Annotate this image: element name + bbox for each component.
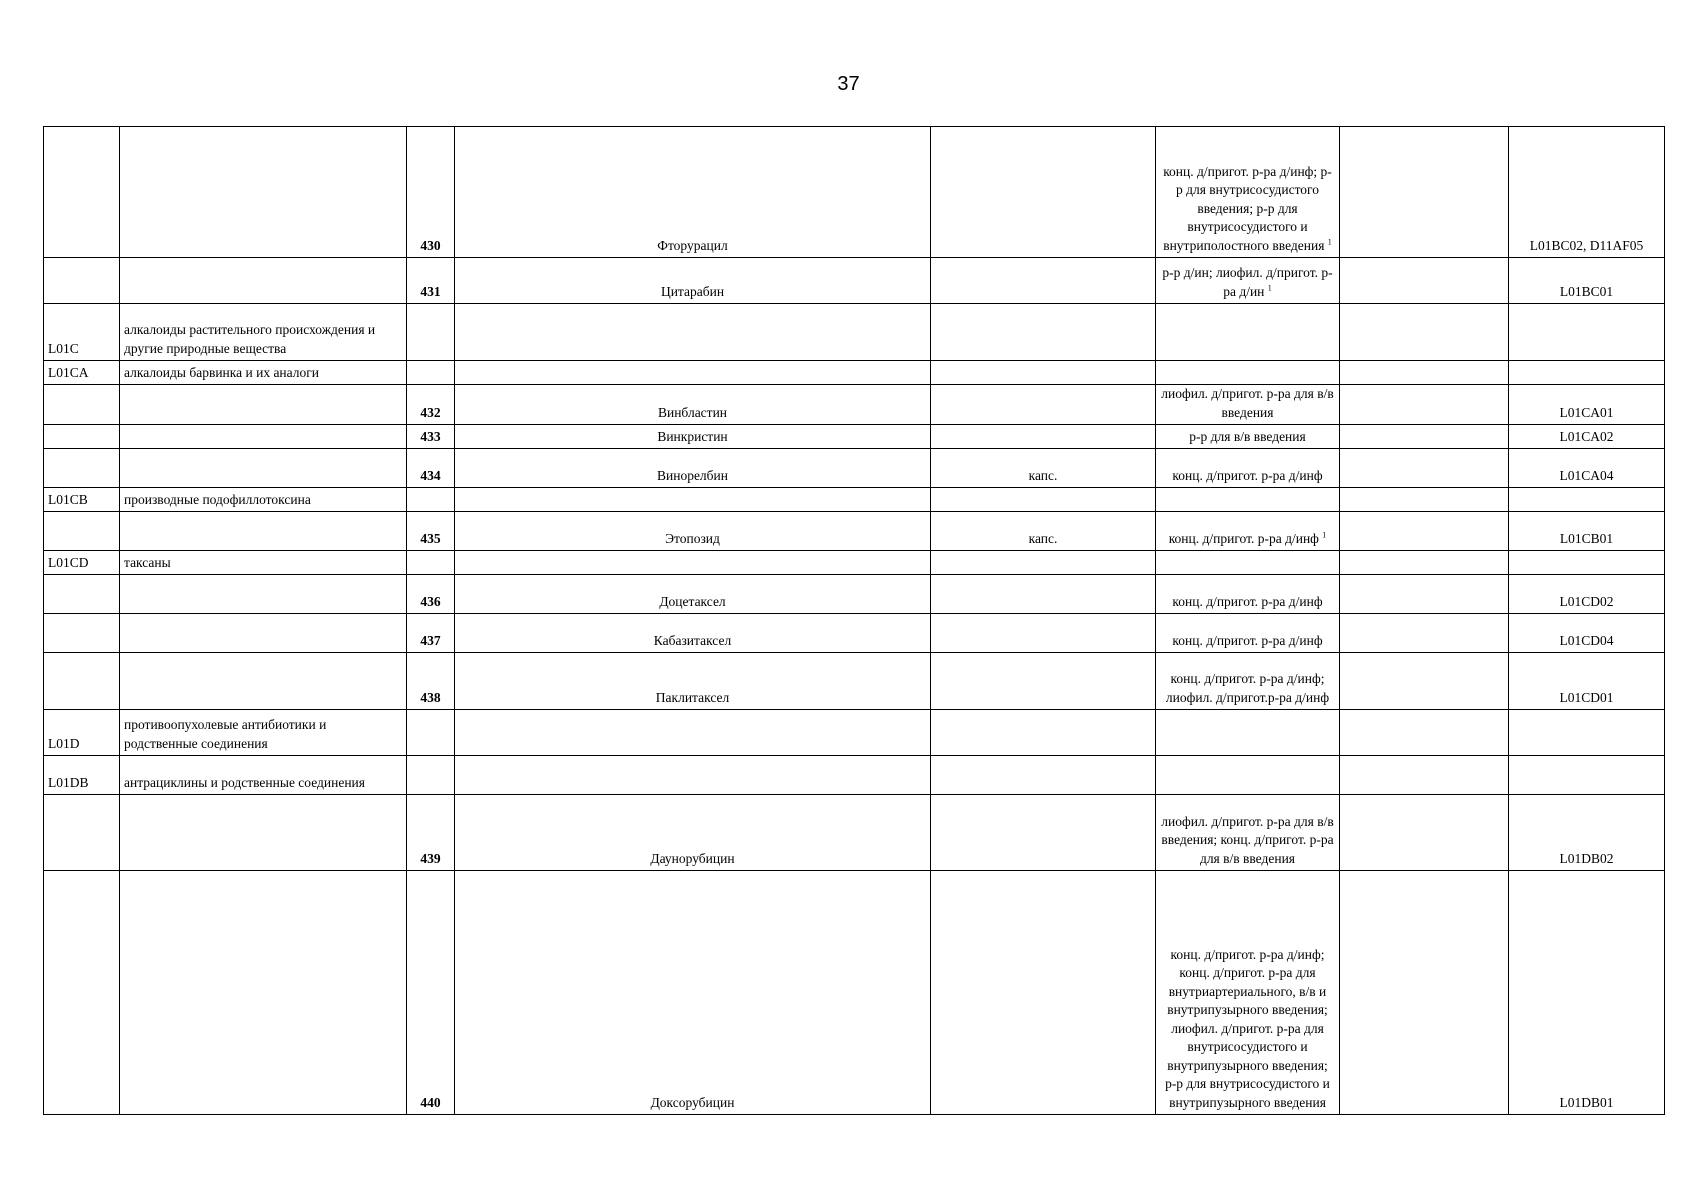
drug-number-text: 432 xyxy=(420,404,441,420)
table-row xyxy=(44,575,1665,614)
atc-code xyxy=(1509,614,1665,653)
drug-number xyxy=(407,425,455,449)
atc-group-code xyxy=(44,488,120,512)
atc-group-name xyxy=(120,488,407,512)
dosage-form-text: конц. д/пригот. р-ра д/инф; р-р для внутрисосудистого введения; р-р для внутрисосудистого и внутриполостного введения xyxy=(1163,163,1332,253)
dosage-form-oral xyxy=(931,488,1156,512)
drug-number xyxy=(407,127,455,258)
drug-name xyxy=(455,551,931,575)
drug-number-text: 439 xyxy=(420,850,441,866)
drug-number-text: 438 xyxy=(420,689,441,705)
atc-group-code xyxy=(44,756,120,795)
dosage-form-oral xyxy=(931,258,1156,304)
table-row xyxy=(44,258,1665,304)
dosage-form-oral xyxy=(931,127,1156,258)
dosage-form-text: лиофил. д/пригот. р-ра для в/в введения; конц. д/пригот. р-ра для в/в введения xyxy=(1161,813,1334,866)
drug-number xyxy=(407,304,455,361)
empty-cell xyxy=(1340,710,1509,756)
atc-code xyxy=(1509,871,1665,1115)
dosage-form xyxy=(1156,871,1340,1115)
drug-name-text: Этопозид xyxy=(665,530,720,546)
empty-cell xyxy=(1340,425,1509,449)
atc-group-code-text: L01DB xyxy=(48,774,89,790)
drug-name-text: Винбластин xyxy=(657,404,728,420)
drug-name xyxy=(455,653,931,710)
atc-code xyxy=(1509,449,1665,488)
dosage-form-oral-text: капс. xyxy=(1028,467,1058,483)
dosage-form-oral xyxy=(931,512,1156,551)
table-row xyxy=(44,653,1665,710)
dosage-form xyxy=(1156,756,1340,795)
atc-group-name xyxy=(120,304,407,361)
drug-name-text: Даунорубицин xyxy=(650,850,735,866)
dosage-form-oral xyxy=(931,551,1156,575)
dosage-form-oral xyxy=(931,361,1156,385)
drug-name-text: Винкристин xyxy=(657,428,728,444)
atc-group-code xyxy=(44,425,120,449)
dosage-form xyxy=(1156,575,1340,614)
drug-number xyxy=(407,361,455,385)
atc-code xyxy=(1509,488,1665,512)
dosage-form-oral xyxy=(931,653,1156,710)
dosage-form-oral-text: капс. xyxy=(1028,530,1058,546)
drug-name xyxy=(455,614,931,653)
table-row xyxy=(44,127,1665,258)
table-row xyxy=(44,614,1665,653)
empty-cell xyxy=(1340,127,1509,258)
atc-group-name-text: таксаны xyxy=(124,554,171,570)
drug-name xyxy=(455,795,931,871)
atc-code-text: L01CA01 xyxy=(1559,404,1614,420)
dosage-form xyxy=(1156,127,1340,258)
atc-group-code xyxy=(44,512,120,551)
drug-name xyxy=(455,304,931,361)
empty-cell xyxy=(1340,653,1509,710)
drug-name xyxy=(455,756,931,795)
atc-group-code xyxy=(44,871,120,1115)
drug-number xyxy=(407,512,455,551)
dosage-form xyxy=(1156,488,1340,512)
atc-code xyxy=(1509,385,1665,425)
atc-code xyxy=(1509,575,1665,614)
dosage-form xyxy=(1156,551,1340,575)
table-row xyxy=(44,361,1665,385)
atc-code xyxy=(1509,653,1665,710)
drug-name-text: Цитарабин xyxy=(660,283,725,299)
atc-group-code-text: L01CA xyxy=(48,364,89,380)
atc-group-name xyxy=(120,653,407,710)
atc-group-code xyxy=(44,304,120,361)
drug-name xyxy=(455,361,931,385)
atc-group-code xyxy=(44,361,120,385)
atc-code xyxy=(1509,551,1665,575)
empty-cell xyxy=(1340,512,1509,551)
dosage-form-text: конц. д/пригот. р-ра д/инф; конц. д/пригот. р-ра для внутриартериального, в/в и внутрипузырного введения; лиофил. д/пригот. р-ра для внутрисосудистого и внутрипузырного введения; р-р для внутрисосудистого и внутрипузырного введения xyxy=(1165,946,1330,1110)
atc-group-code xyxy=(44,385,120,425)
atc-group-name xyxy=(120,756,407,795)
table-row xyxy=(44,551,1665,575)
drug-number-text: 430 xyxy=(420,237,441,253)
dosage-form xyxy=(1156,361,1340,385)
atc-code-text: L01CD04 xyxy=(1559,632,1614,648)
drug-number-text: 434 xyxy=(420,467,441,483)
atc-group-code xyxy=(44,258,120,304)
atc-group-name-text: алкалоиды растительного происхождения и другие природные вещества xyxy=(124,322,376,356)
atc-group-code xyxy=(44,127,120,258)
dosage-form-oral xyxy=(931,614,1156,653)
atc-group-name xyxy=(120,258,407,304)
empty-cell xyxy=(1340,385,1509,425)
atc-code xyxy=(1509,710,1665,756)
atc-group-name xyxy=(120,795,407,871)
dosage-form-text: конц. д/пригот. р-ра д/инф xyxy=(1168,530,1319,546)
drug-number xyxy=(407,795,455,871)
page-number: 37 xyxy=(837,73,860,95)
table-row xyxy=(44,871,1665,1115)
drug-name-text: Доксорубицин xyxy=(650,1094,735,1110)
atc-code-text: L01CD01 xyxy=(1559,689,1614,705)
atc-group-name xyxy=(120,614,407,653)
drug-name xyxy=(455,425,931,449)
drug-number-text: 431 xyxy=(420,283,441,299)
table-row xyxy=(44,449,1665,488)
dosage-form-oral xyxy=(931,756,1156,795)
atc-code-text: L01CB01 xyxy=(1559,530,1614,546)
drug-name xyxy=(455,488,931,512)
atc-code xyxy=(1509,512,1665,551)
table-row xyxy=(44,488,1665,512)
empty-cell xyxy=(1340,449,1509,488)
dosage-form-text: конц. д/пригот. р-ра д/инф xyxy=(1172,593,1323,609)
atc-group-name xyxy=(120,449,407,488)
drug-number xyxy=(407,710,455,756)
drug-number xyxy=(407,756,455,795)
empty-cell xyxy=(1340,795,1509,871)
drug-number xyxy=(407,385,455,425)
atc-group-name xyxy=(120,710,407,756)
drug-number-text: 440 xyxy=(420,1094,441,1110)
empty-cell xyxy=(1340,258,1509,304)
atc-group-name xyxy=(120,425,407,449)
dosage-form xyxy=(1156,449,1340,488)
dosage-form xyxy=(1156,304,1340,361)
dosage-form xyxy=(1156,512,1340,551)
table-row xyxy=(44,304,1665,361)
drug-number xyxy=(407,871,455,1115)
footnote-marker: 1 xyxy=(1327,237,1332,246)
empty-cell xyxy=(1340,488,1509,512)
dosage-form xyxy=(1156,385,1340,425)
dosage-form xyxy=(1156,710,1340,756)
drug-list-table xyxy=(43,126,1665,1115)
atc-group-name xyxy=(120,127,407,258)
drug-name-text: Паклитаксел xyxy=(655,689,730,705)
dosage-form-text: конц. д/пригот. р-ра д/инф; лиофил. д/пригот.р-ра д/инф xyxy=(1165,671,1330,705)
dosage-form-oral xyxy=(931,710,1156,756)
empty-cell xyxy=(1340,361,1509,385)
dosage-form-oral xyxy=(931,871,1156,1115)
atc-code xyxy=(1509,795,1665,871)
atc-code xyxy=(1509,127,1665,258)
drug-name xyxy=(455,449,931,488)
drug-number-text: 433 xyxy=(420,428,441,444)
dosage-form xyxy=(1156,795,1340,871)
atc-code-text: L01CD02 xyxy=(1559,593,1614,609)
atc-code-text: L01CA02 xyxy=(1559,428,1614,444)
atc-group-name xyxy=(120,512,407,551)
footnote-marker: 1 xyxy=(1267,283,1272,292)
drug-number-text: 435 xyxy=(420,530,441,546)
dosage-form xyxy=(1156,258,1340,304)
empty-cell xyxy=(1340,575,1509,614)
drug-number xyxy=(407,614,455,653)
atc-group-code-text: L01CD xyxy=(48,554,89,570)
dosage-form-oral xyxy=(931,795,1156,871)
drug-name xyxy=(455,258,931,304)
atc-group-code-text: L01C xyxy=(48,340,79,356)
dosage-form-text: конц. д/пригот. р-ра д/инф xyxy=(1172,467,1323,483)
dosage-form-text: лиофил. д/пригот. р-ра для в/в введения xyxy=(1161,386,1334,420)
atc-code-text: L01BC02, D11AF05 xyxy=(1529,237,1644,253)
drug-number xyxy=(407,488,455,512)
drug-number xyxy=(407,449,455,488)
empty-cell xyxy=(1340,756,1509,795)
atc-code xyxy=(1509,361,1665,385)
atc-code-text: L01DB01 xyxy=(1559,1094,1614,1110)
atc-group-name-text: алкалоиды барвинка и их аналоги xyxy=(124,364,320,380)
table-row xyxy=(44,512,1665,551)
dosage-form xyxy=(1156,614,1340,653)
drug-number xyxy=(407,551,455,575)
atc-group-code xyxy=(44,551,120,575)
empty-cell xyxy=(1340,614,1509,653)
dosage-form-text: р-р д/ин; лиофил. д/пригот. р-ра д/ин xyxy=(1162,265,1333,299)
atc-group-name-text: антрациклины и родственные соединения xyxy=(124,774,365,790)
atc-group-name xyxy=(120,551,407,575)
dosage-form-text: конц. д/пригот. р-ра д/инф xyxy=(1172,632,1323,648)
atc-group-name xyxy=(120,575,407,614)
atc-group-name xyxy=(120,361,407,385)
atc-code xyxy=(1509,258,1665,304)
empty-cell xyxy=(1340,871,1509,1115)
dosage-form xyxy=(1156,425,1340,449)
drug-name xyxy=(455,127,931,258)
drug-name-text: Доцетаксел xyxy=(659,593,726,609)
atc-group-name xyxy=(120,871,407,1115)
atc-code xyxy=(1509,304,1665,361)
footnote-marker: 1 xyxy=(1322,530,1327,539)
drug-name xyxy=(455,710,931,756)
dosage-form-oral xyxy=(931,575,1156,614)
atc-group-code xyxy=(44,449,120,488)
table-row xyxy=(44,425,1665,449)
atc-code-text: L01DB02 xyxy=(1559,850,1614,866)
atc-code xyxy=(1509,756,1665,795)
atc-group-name-text: производные подофиллотоксина xyxy=(124,491,311,507)
atc-group-code xyxy=(44,575,120,614)
atc-group-name xyxy=(120,385,407,425)
atc-group-code-text: L01CB xyxy=(48,491,88,507)
empty-cell xyxy=(1340,304,1509,361)
dosage-form-oral xyxy=(931,425,1156,449)
dosage-form-oral xyxy=(931,385,1156,425)
drug-number xyxy=(407,653,455,710)
drug-number xyxy=(407,575,455,614)
drug-name xyxy=(455,575,931,614)
drug-name-text: Фторурацил xyxy=(657,237,728,253)
dosage-form-oral xyxy=(931,304,1156,361)
drug-number-text: 436 xyxy=(420,593,441,609)
atc-group-code xyxy=(44,710,120,756)
atc-group-code xyxy=(44,795,120,871)
table-row xyxy=(44,756,1665,795)
atc-code-text: L01CA04 xyxy=(1559,467,1614,483)
dosage-form-oral xyxy=(931,449,1156,488)
drug-name-text: Винорелбин xyxy=(656,467,728,483)
drug-number-text: 437 xyxy=(420,632,441,648)
atc-group-code xyxy=(44,614,120,653)
table-row xyxy=(44,795,1665,871)
atc-group-name-text: противоопухолевые антибиотики и родственные соединения xyxy=(124,717,327,751)
dosage-form xyxy=(1156,653,1340,710)
drug-name xyxy=(455,512,931,551)
drug-number xyxy=(407,258,455,304)
table-row xyxy=(44,385,1665,425)
drug-name xyxy=(455,385,931,425)
atc-code xyxy=(1509,425,1665,449)
dosage-form-text: р-р для в/в введения xyxy=(1189,428,1306,444)
atc-group-code-text: L01D xyxy=(48,735,80,751)
empty-cell xyxy=(1340,551,1509,575)
drug-name xyxy=(455,871,931,1115)
drug-name-text: Кабазитаксел xyxy=(653,632,732,648)
atc-group-code xyxy=(44,653,120,710)
atc-code-text: L01BC01 xyxy=(1559,283,1614,299)
table-row xyxy=(44,710,1665,756)
